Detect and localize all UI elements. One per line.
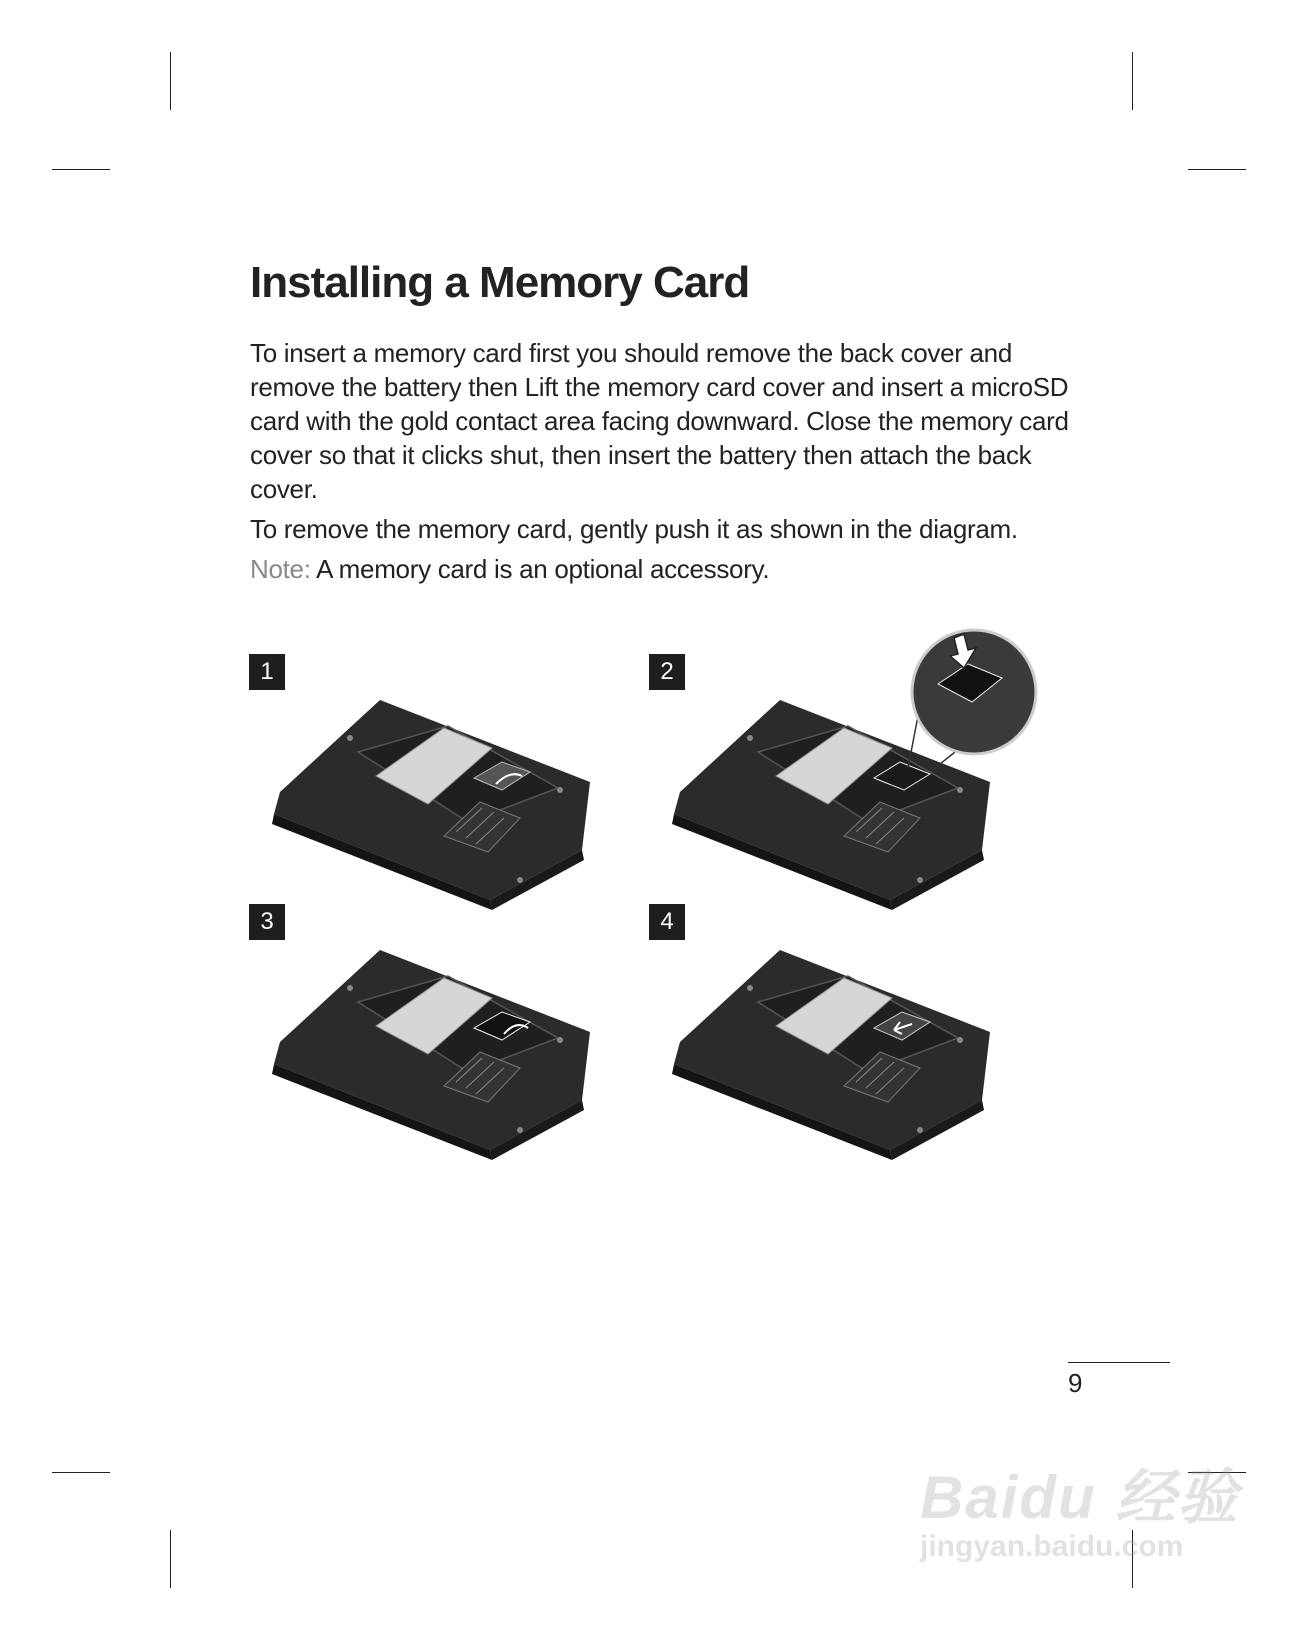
step-2-illustration	[668, 620, 1048, 920]
page-number-rule	[1068, 1362, 1170, 1363]
watermark-url: jingyan.baidu.com	[920, 1530, 1184, 1563]
step-badge-4: 4	[649, 904, 685, 940]
step-badge-2: 2	[649, 654, 685, 690]
crop-mark	[170, 52, 171, 110]
step-badge-3: 3	[249, 904, 285, 940]
step-3-illustration	[268, 930, 608, 1170]
step-4-illustration	[668, 930, 1008, 1170]
crop-mark	[52, 169, 110, 170]
page-title: Installing a Memory Card	[250, 258, 750, 307]
watermark-logo: Baidu 经验	[920, 1464, 1240, 1531]
crop-mark	[1132, 52, 1133, 110]
step-badge-1: 1	[249, 654, 285, 690]
page-number: 9	[1068, 1368, 1083, 1398]
magnifier-inset	[912, 630, 1036, 754]
step-1-illustration	[268, 680, 608, 920]
note	[250, 552, 1070, 586]
watermark	[920, 1450, 1239, 1564]
paragraph-remove: To remove the memory card, gently push it as shown in the diagram.	[250, 514, 1018, 544]
crop-mark	[52, 1472, 110, 1473]
note-text: A memory card is an optional accessory.	[310, 554, 770, 584]
instructions	[250, 336, 1070, 592]
note-label: Note:	[250, 554, 311, 584]
paragraph-insert: To insert a memory card first you should remove the back cover and remove the battery then Lift the memory card cover and insert a microSD card with the gold contact area facing downward. Close the memory card cover so that it clicks shut, then insert the battery then attach the back cover.	[250, 338, 1069, 504]
crop-mark	[1188, 169, 1246, 170]
crop-mark	[170, 1530, 171, 1588]
